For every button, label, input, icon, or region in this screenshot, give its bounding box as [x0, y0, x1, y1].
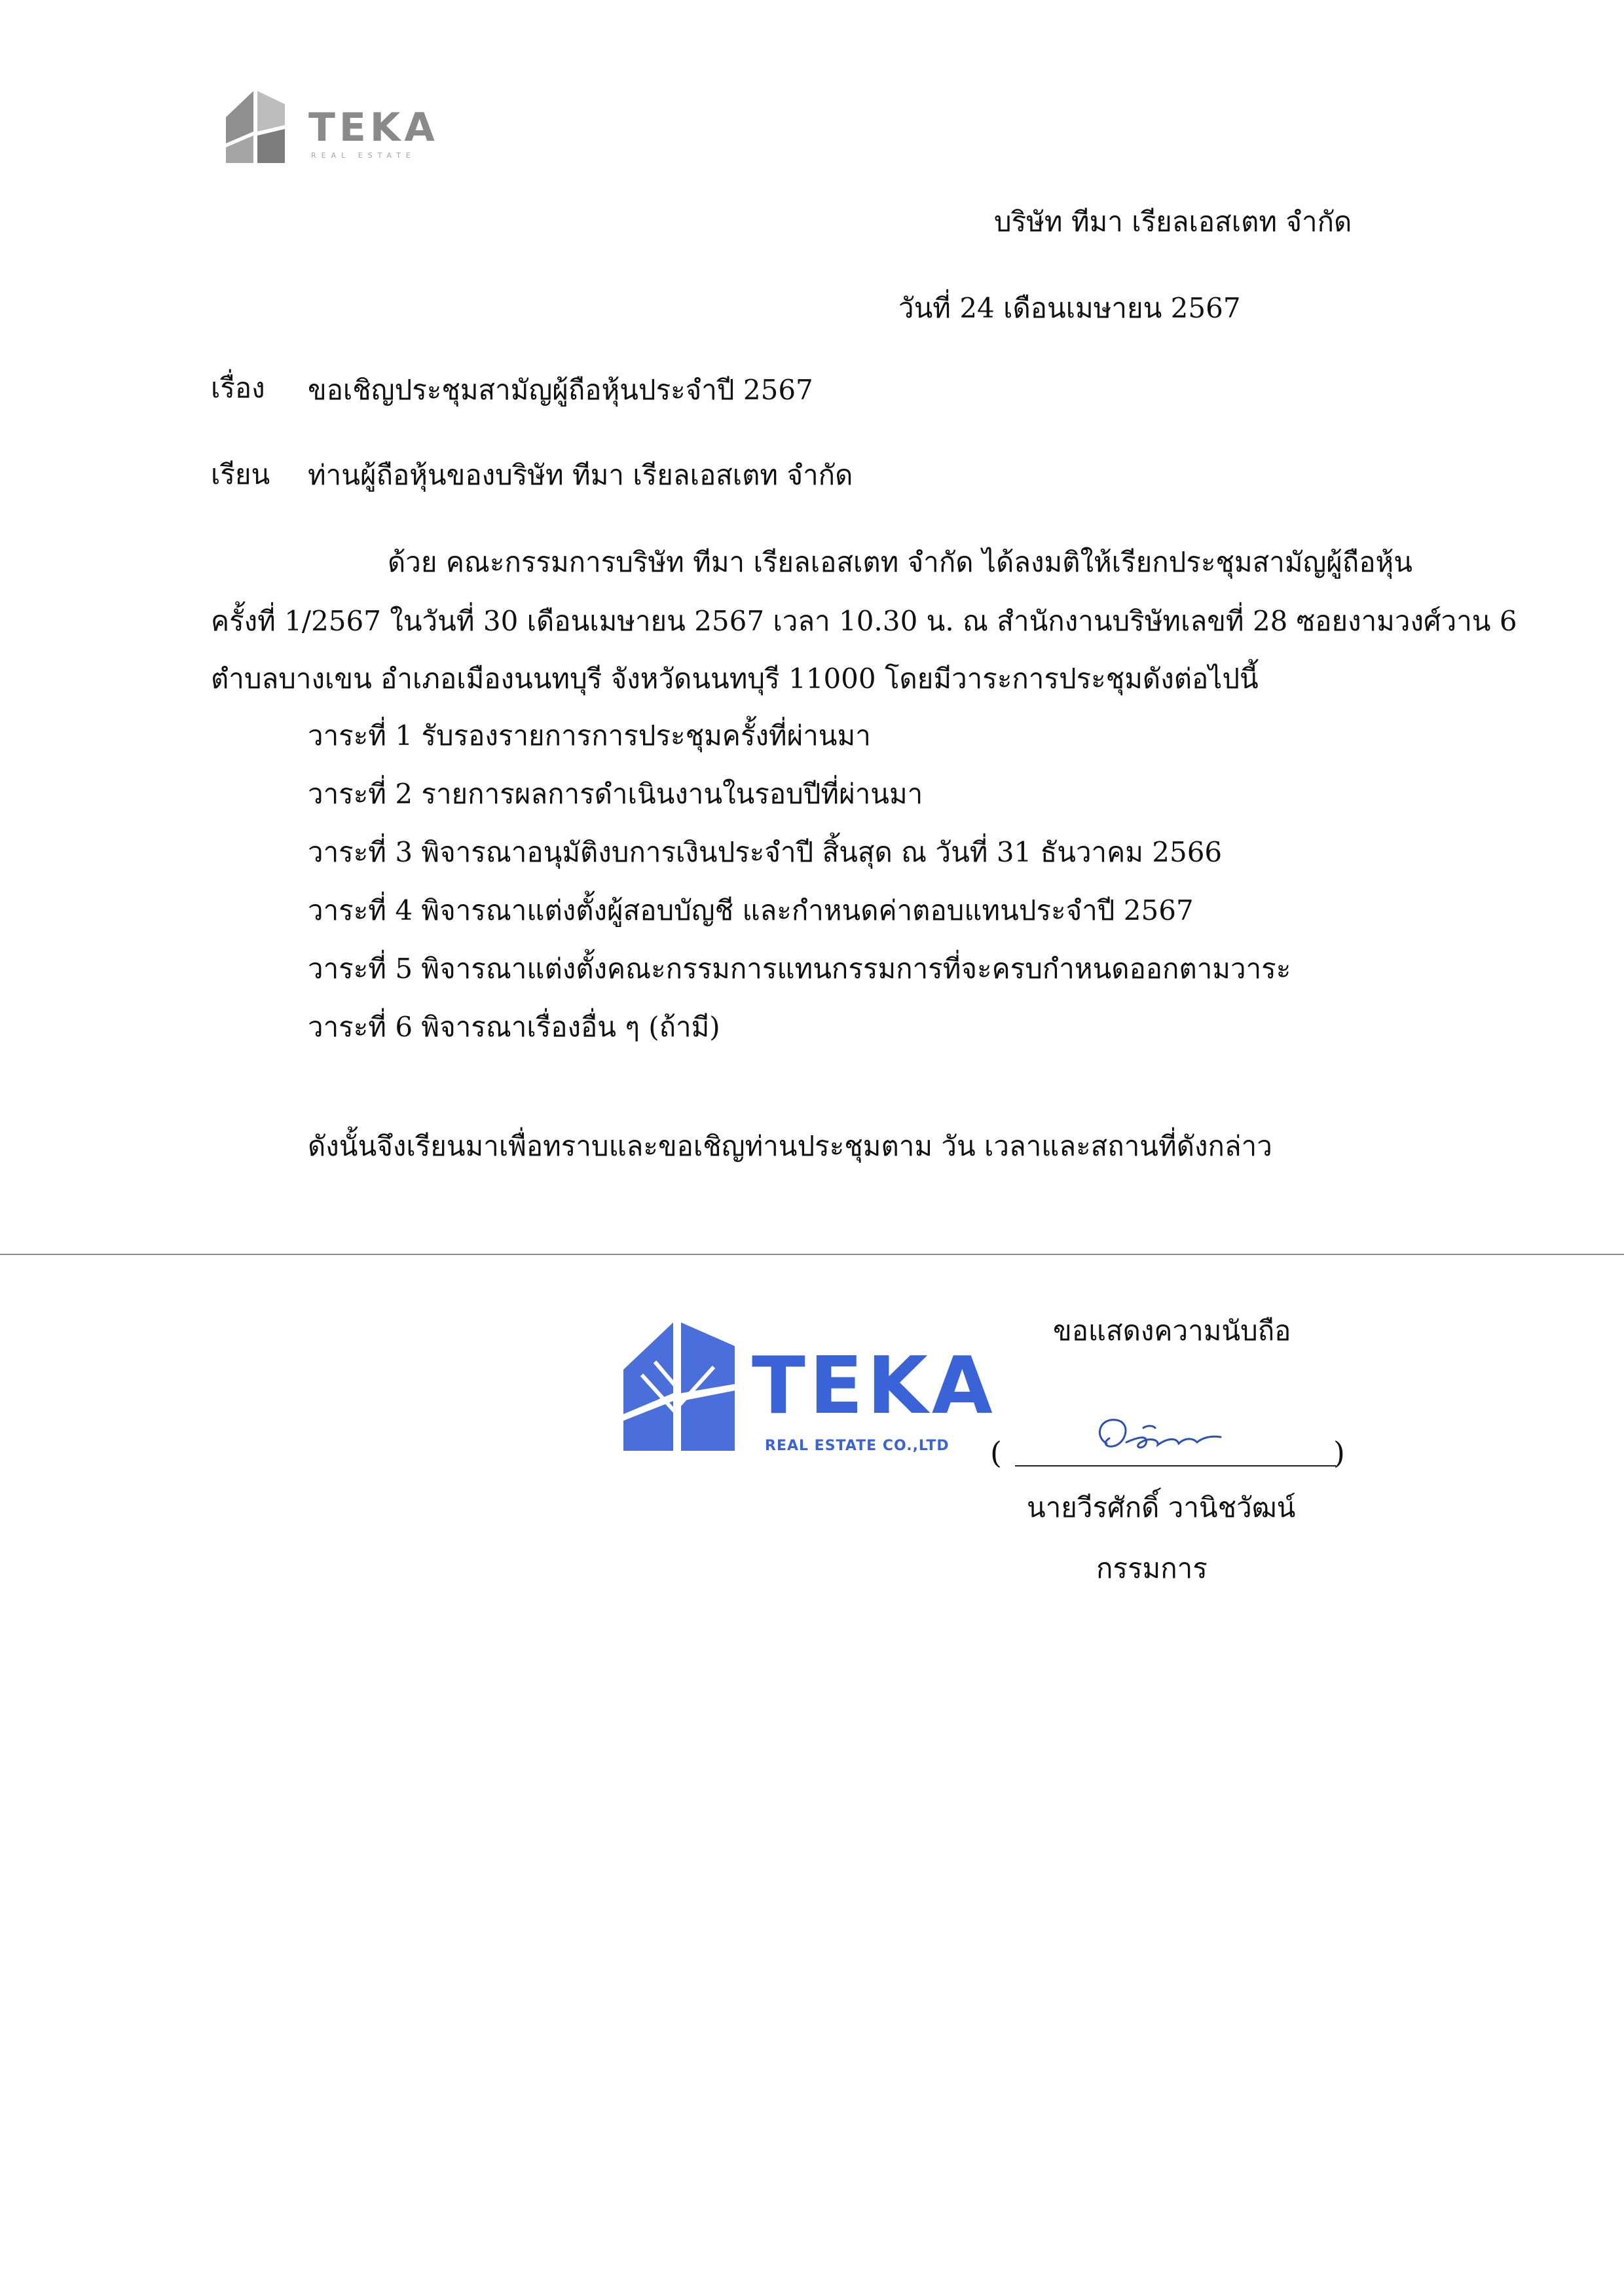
signature-line	[1015, 1465, 1336, 1467]
teka-stamp-mark-icon	[616, 1316, 747, 1457]
signature-paren-close: )	[1333, 1435, 1345, 1470]
fold-line	[0, 1254, 1624, 1255]
body-line-1: ด้วย คณะกรรมการบริษัท ทีมา เรียลเอสเตท จำกัด ได้ลงมติให้เรียกประชุมสามัญผู้ถือหุ้น	[388, 546, 1412, 578]
signatory-title: กรรมการ	[1096, 1552, 1208, 1584]
subject-text: ขอเชิญประชุมสามัญผู้ถือหุ้นประจำปี 2567	[308, 374, 813, 406]
stamp-subtitle: REAL ESTATE CO.,LTD	[765, 1438, 950, 1454]
agenda-item-5: วาระที่ 5 พิจารณาแต่งตั้งคณะกรรมการแทนกรรมการที่จะครบกำหนดออกตามวาระ	[308, 953, 1291, 985]
body-line-2: ครั้งที่ 1/2567 ในวันที่ 30 เดือนเมษายน 2567 เวลา 10.30 น. ณ สำนักงานบริษัทเลขที่ 28 ซอยงามวงศ์วาน 6	[211, 605, 1517, 637]
subject-label: เรื่อง	[211, 372, 265, 404]
recipient-label: เรียน	[211, 458, 270, 490]
letter-date: วันที่ 24 เดือนเมษายน 2567	[898, 292, 1241, 324]
company-stamp	[616, 1316, 997, 1473]
company-name: บริษัท ทีมา เรียลเอสเตท จำกัด	[994, 206, 1352, 238]
signature-paren-open: (	[990, 1435, 1002, 1470]
agenda-item-1: วาระที่ 1 รับรองรายการการประชุมครั้งที่ผ่านมา	[308, 720, 871, 752]
recipient-text: ท่านผู้ถือหุ้นของบริษัท ทีมา เรียลเอสเตท จำกัด	[308, 459, 853, 491]
signature-scribble	[1080, 1404, 1277, 1463]
logo-subtitle: REAL ESTATE	[311, 151, 416, 160]
signatory-name: นายวีรศักดิ์ วานิชวัฒน์	[1027, 1491, 1296, 1523]
company-logo	[219, 88, 455, 167]
agenda-item-6: วาระที่ 6 พิจารณาเรื่องอื่น ๆ (ถ้ามี)	[308, 1011, 720, 1043]
closing-text: ดังนั้นจึงเรียนมาเพื่อทราบและขอเชิญท่านประชุมตาม วัน เวลาและสถานที่ดังกล่าว	[308, 1130, 1272, 1162]
agenda-item-2: วาระที่ 2 รายการผลการดำเนินงานในรอบปีที่ผ่านมา	[308, 778, 923, 810]
agenda-item-3: วาระที่ 3 พิจารณาอนุมัติงบการเงินประจำปี สิ้นสุด ณ วันที่ 31 ธันวาคม 2566	[308, 836, 1223, 868]
body-line-3: ตำบลบางเขน อำเภอเมืองนนทบุรี จังหวัดนนทบุรี 11000 โดยมีวาระการประชุมดังต่อไปนี้	[211, 663, 1259, 695]
salutation: ขอแสดงความนับถือ	[1053, 1315, 1291, 1347]
stamp-wordmark: TEKA	[752, 1341, 997, 1432]
teka-logo-mark-icon	[219, 88, 298, 166]
logo-wordmark: TEKA	[308, 105, 439, 151]
agenda-item-4: วาระที่ 4 พิจารณาแต่งตั้งผู้สอบบัญชี และกำหนดค่าตอบแทนประจำปี 2567	[308, 894, 1194, 926]
